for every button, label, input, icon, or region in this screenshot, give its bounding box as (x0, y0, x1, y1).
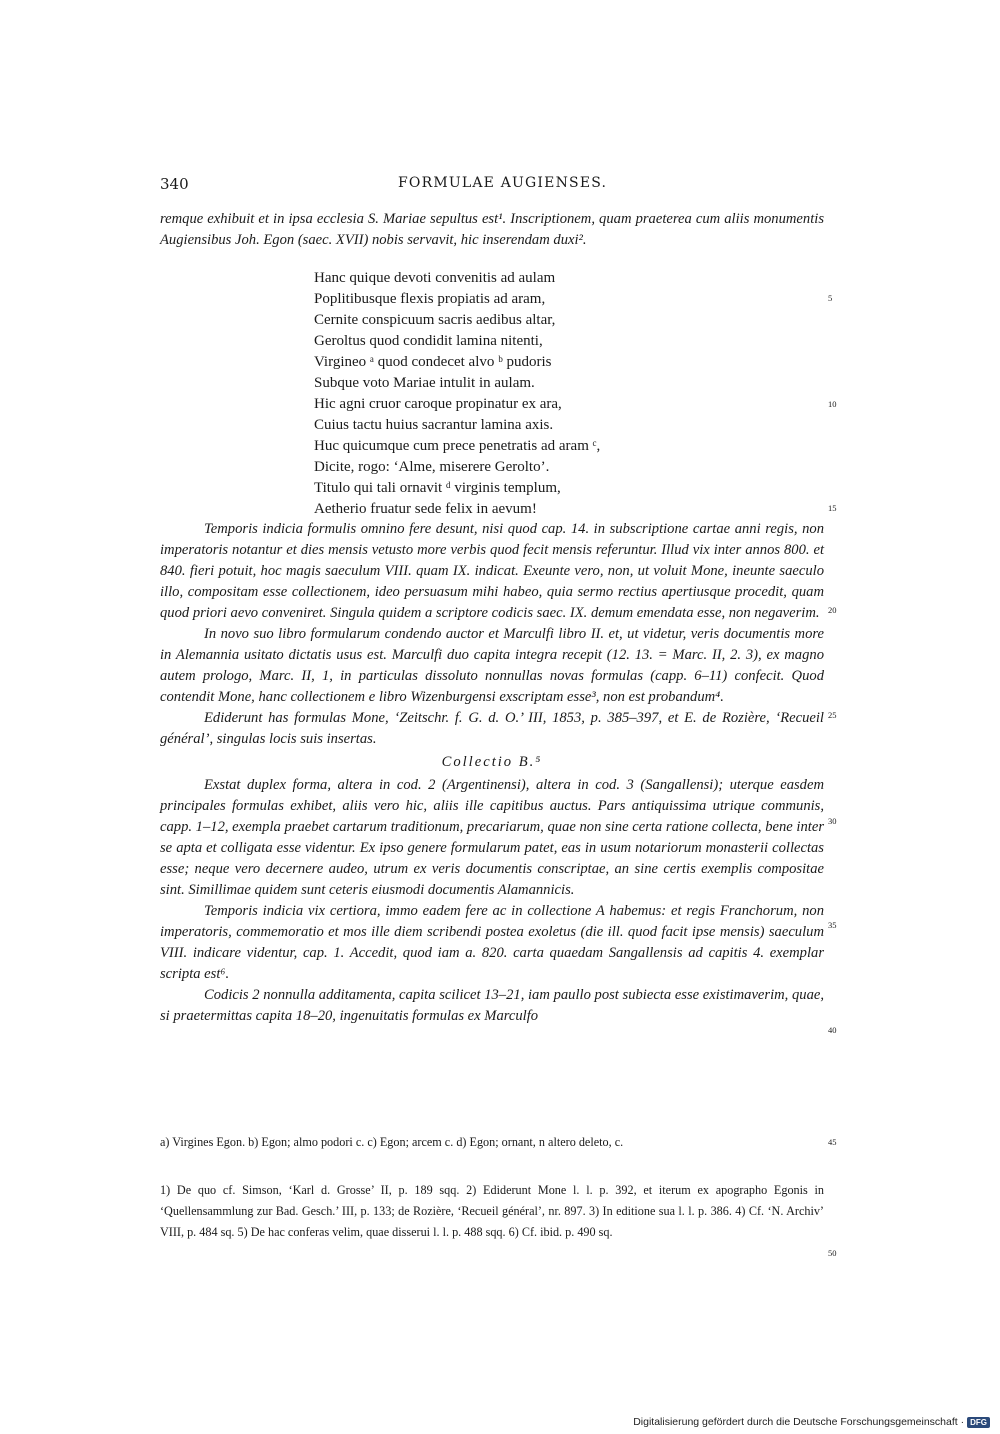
verse-line: Cuius tactu huius sacrantur lamina axis. (314, 417, 554, 433)
running-title: FORMULAE AUGIENSES. (398, 175, 608, 191)
verse-line: Subque voto Mariae intulit in aulam. (314, 375, 535, 391)
line-number: 30 (828, 816, 837, 826)
verse-line: Titulo qui tali ornavit ᵈ virginis templum, (314, 480, 561, 496)
verse-line: Virgineo ᵃ quod condecet alvo ᵇ pudoris (314, 354, 552, 370)
line-number: 35 (828, 920, 837, 930)
footnotes: 1) De quo cf. Simson, ‘Karl d. Grosse’ II, p. 189 sqq. 2) Ediderunt Mone l. l. p. 392, et iterum ex apographo Egonis in ‘Quellensammlung zur Bad. Gesch.’ III, p. 133; de Rozière, ‘Recueil général’, nr. 897. 3) In editione sua l. l. p. 386. 4) Cf. ‘N. Archiv’ VIII, p. 484 sq. 5) De hac conferas velim, quae disserui l. l. p. 488 sqq. 6) Cf. ibid. p. 490 sq. (160, 1183, 824, 1239)
line-number: 15 (828, 503, 837, 513)
paragraph: Temporis indicia vix certiora, immo eadem fere ac in collectione A habemus: et regis Franchorum, non imperatoris, commemoratio et mos ille diem scribendi postea exoletus (die ill. quod facit ipse mensis) saeculum VIII. indicare videntur, cap. 1. Accedit, quod iam a. 820. carta quaedam Sangallensis ad capitis 4. exemplar scripta est⁶. (160, 903, 824, 982)
footer (633, 1416, 990, 1428)
line-number: 40 (828, 1025, 837, 1035)
paragraph: Ediderunt has formulas Mone, ‘Zeitschr. f. G. d. O.’ III, 1853, p. 385–397, et E. de Rozière, ‘Recueil général’, singulas locis suis insertas. (160, 710, 824, 747)
line-number: 45 (828, 1137, 837, 1147)
paragraph: Exstat duplex forma, altera in cod. 2 (Argentinensi), altera in cod. 3 (Sangallensi); uterque easdem principales formulas exhibet, aliis vero hic, aliis ille capitibus auctus. Pars antiquissima utrique communis, capp. 1–12, exempla praebet cartarum traditionum, precariarum, quae non sine certa ratione collecta, bene inter se apta et colligata esse videntur. Ex ipso genere formularum patet, eas in usum notariorum monasterii collectas esse; neque vero decernere audeo, utrum ex veris documentis conscriptae, an sine certis exemplis compositae sint. Simillimae quidem sunt ceteris eiusmodi documentis Alamannicis. (160, 777, 824, 898)
verse-line: Aetherio fruatur sede felix in aevum! (314, 501, 537, 517)
verse-line: Geroltus quod condidit lamina nitenti, (314, 333, 543, 349)
dfg-logo: DFG (967, 1417, 990, 1428)
verse-line: Cernite conspicuum sacris aedibus altar, (314, 312, 556, 328)
paragraph: In novo suo libro formularum condendo auctor et Marculfi libro II. et, ut videtur, veris documentis more in Alemannia usitato dictatis usus est. Marculfi duo capita integra recepit (12. 13. = Marc. II, 2. 3), ex magno autem prologo, Marc. II, 1, in particulas dissoluto nonnullas novas formulas (capp. 6–11) confecit. Quod contendit Mone, hanc collectionem e libro Wizenburgensi exscriptam esse³, non est probandum⁴. (160, 626, 824, 705)
line-number: 25 (828, 710, 837, 720)
intro-paragraph: remque exhibuit et in ipsa ecclesia S. Mariae sepultus est¹. Inscriptionem, quam praeterea cum aliis monumentis Augiensibus Joh. Egon (saec. XVII) nobis servavit, hic inserendam duxi². (160, 211, 824, 248)
section-heading: Collectio B.⁵ (441, 754, 543, 770)
verse-line: Dicite, rogo: ‘Alme, miserere Gerolto’. (314, 459, 550, 475)
verse-line: Huc quicumque cum prece penetratis ad aram ᶜ, (314, 438, 601, 454)
inscription-verse (314, 268, 600, 520)
footer-text: Digitalisierung gefördert durch die Deutsche Forschungsgemeinschaft · (633, 1416, 965, 1428)
verse-line: Hanc quique devoti convenitis ad aulam (314, 270, 556, 286)
variant-notes: a) Virgines Egon. b) Egon; almo podori c. c) Egon; arcem c. d) Egon; ornant, n altero deleto, c. (160, 1135, 624, 1149)
paragraph: Codicis 2 nonnulla additamenta, capita scilicet 13–21, iam paullo post subiecta esse existimaverim, quae, si praetermittas capita 18–20, ingenuitatis formulas ex Marculfo (160, 987, 824, 1024)
verse-line: Hic agni cruor caroque propinatur ex ara, (314, 396, 562, 412)
line-number: 50 (828, 1248, 837, 1258)
line-number: 10 (828, 399, 837, 409)
page-number: 340 (160, 175, 189, 193)
paragraph: Temporis indicia formulis omnino fere desunt, nisi quod cap. 14. in subscriptione cartae anni regis, non imperatoris notantur et dies mensis vetusto more verbis quod fecit mensis referuntur. Illud vix inter annos 800. et 840. fieri potuit, hoc magis saeculum VIII. quam IX. indicat. Exeunte vero, non, ut voluit Mone, ineunte saeculo illo, compositam esse collectionem, ideo persuasum mihi habeo, quia sermo rectius apertiusque procedit, quam quod priori aevo conveniret. Singula quidem a scriptore codicis saec. IX. demum emendata esse, non negaverim. (160, 521, 824, 621)
line-number: 20 (828, 605, 837, 615)
verse-line: Poplitibusque flexis propiatis ad aram, (314, 291, 546, 307)
main-text (160, 519, 824, 1027)
line-number: 5 (828, 293, 833, 303)
